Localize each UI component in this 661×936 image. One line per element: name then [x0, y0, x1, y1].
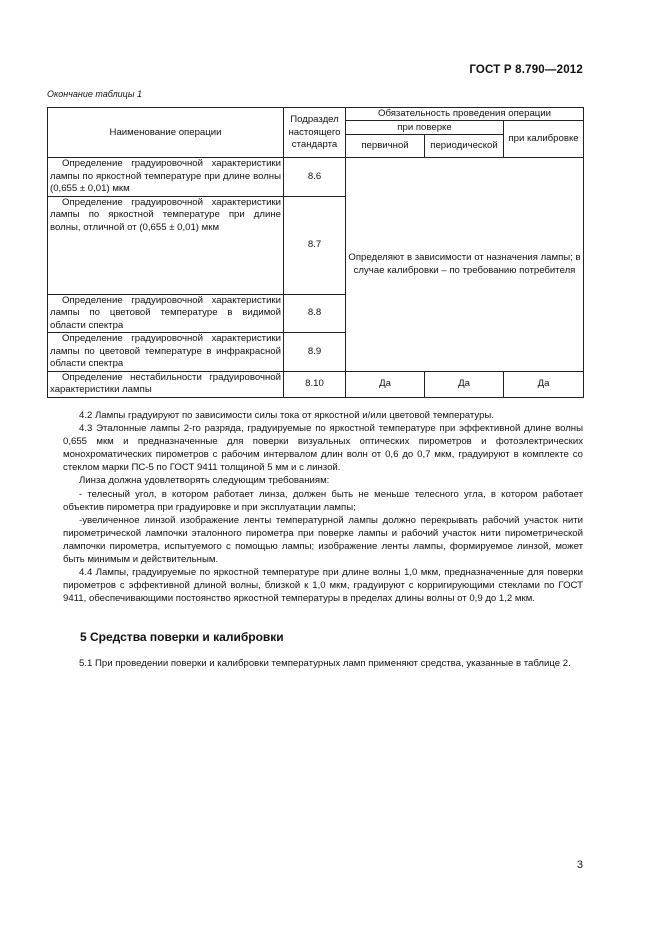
- table-row: [48, 371, 584, 397]
- paragraph-lens-requirements: Линза должна удовлетворять следующим требованиям:: [79, 475, 330, 487]
- page-number: 3: [576, 859, 583, 871]
- paragraph-requirement-2: -увеличенное линзой изображение ленты температурной лампы должно перекрывать рабочий участок нити пирометрической лампочки эталонного пирометра при поверке лампы и рабочий участок нити пирометрической лампочки пирометра, испытуемого с помощью лампы; изображение ленты лампы, формируемое линзой, может быть минимым и действительным.: [63, 514, 583, 566]
- paragraph-4-3: 4.3 Эталонные лампы 2-го разряда, градуируемые по яркостной температуре при эффективной длине волны 0,655 мкм и предназначенные для поверки визуальных оптических пирометров и фотоэлектрических монохроматических пирометров с рабочим интервалом длин волн от 0,6 до 0,7 мкм, градуируют в комплекте со стеклом марки ПС-5 по ГОСТ 9411 толщиной 5 мм и с линзой.: [63, 423, 583, 474]
- header-primary: первичной: [346, 135, 425, 158]
- subsection-number: 8.7: [284, 196, 346, 294]
- subsection-number: 8.8: [284, 294, 346, 332]
- header-verification: при поверке: [346, 121, 504, 135]
- subsection-number: 8.9: [284, 333, 346, 371]
- paragraph-requirement-1: - телесный угол, в котором работает линза, должен быть не меньше телесного угла, в котором работает объектив пирометра при градуировке и при эксплуатации лампы;: [63, 488, 583, 513]
- header-operation-name: Наименование операции: [48, 108, 284, 158]
- primary-value: Да: [346, 371, 425, 397]
- subsection-number: 8.10: [284, 371, 346, 397]
- operation-name: Определение градуировочной характеристики лампы по яркостной температуре при длине волны, отличной от (0,655 ± 0,01) мкм: [48, 196, 284, 294]
- header-periodic: периодической: [425, 135, 504, 158]
- subsection-number: 8.6: [284, 158, 346, 196]
- document-code: ГОСТ Р 8.790—2012: [469, 64, 583, 76]
- header-calibration: при калибровке: [504, 121, 584, 158]
- calibration-value: Да: [504, 371, 584, 397]
- operation-name: Определение градуировочной характеристики лампы по цветовой температуре в инфракрасной области спектра: [48, 333, 284, 371]
- operations-table: [47, 107, 584, 398]
- paragraph-4-4: 4.4 Лампы, градуируемые по яркостной температуре при длине волны 1,0 мкм, предназначенные для поверки пирометров с эффективной длиной волны, близкой к 1,0 мкм, градуируют с корригирующими стеклами по ГОСТ 9411, обеспечивающими постоянство яркостной температуры в пределах длины волны от 0,9 до 1,2 мкм.: [63, 567, 583, 605]
- header-subsection: Подраздел настоящего стандарта: [284, 108, 346, 158]
- operation-name: Определение градуировочной характеристики лампы по цветовой температуре в видимой области спектра: [48, 294, 284, 332]
- merged-obligation-note: Определяют в зависимости от назначения лампы; в случае калибровки – по требованию потребителя: [346, 158, 584, 371]
- body-text: [63, 409, 583, 605]
- header-obligation: Обязательность проведения операции: [346, 108, 584, 121]
- section-5-title: 5 Средства поверки и калибровки: [80, 630, 284, 644]
- table-caption: Окончание таблицы 1: [47, 89, 142, 99]
- operation-name: Определение градуировочной характеристики лампы по яркостной температуре при длине волны (0,655 ± 0,01) мкм: [48, 158, 284, 196]
- periodic-value: Да: [425, 371, 504, 397]
- table-row: [48, 158, 584, 196]
- paragraph-5-1: 5.1 При проведении поверки и калибровки температурных ламп применяют средства, указанные в таблице 2.: [79, 658, 571, 669]
- paragraph-4-2: 4.2 Лампы градуируют по зависимости силы тока от яркостной и/или цветовой температуры.: [79, 410, 494, 421]
- operation-name: Определение нестабильности градуировочной характеристики лампы: [48, 371, 284, 397]
